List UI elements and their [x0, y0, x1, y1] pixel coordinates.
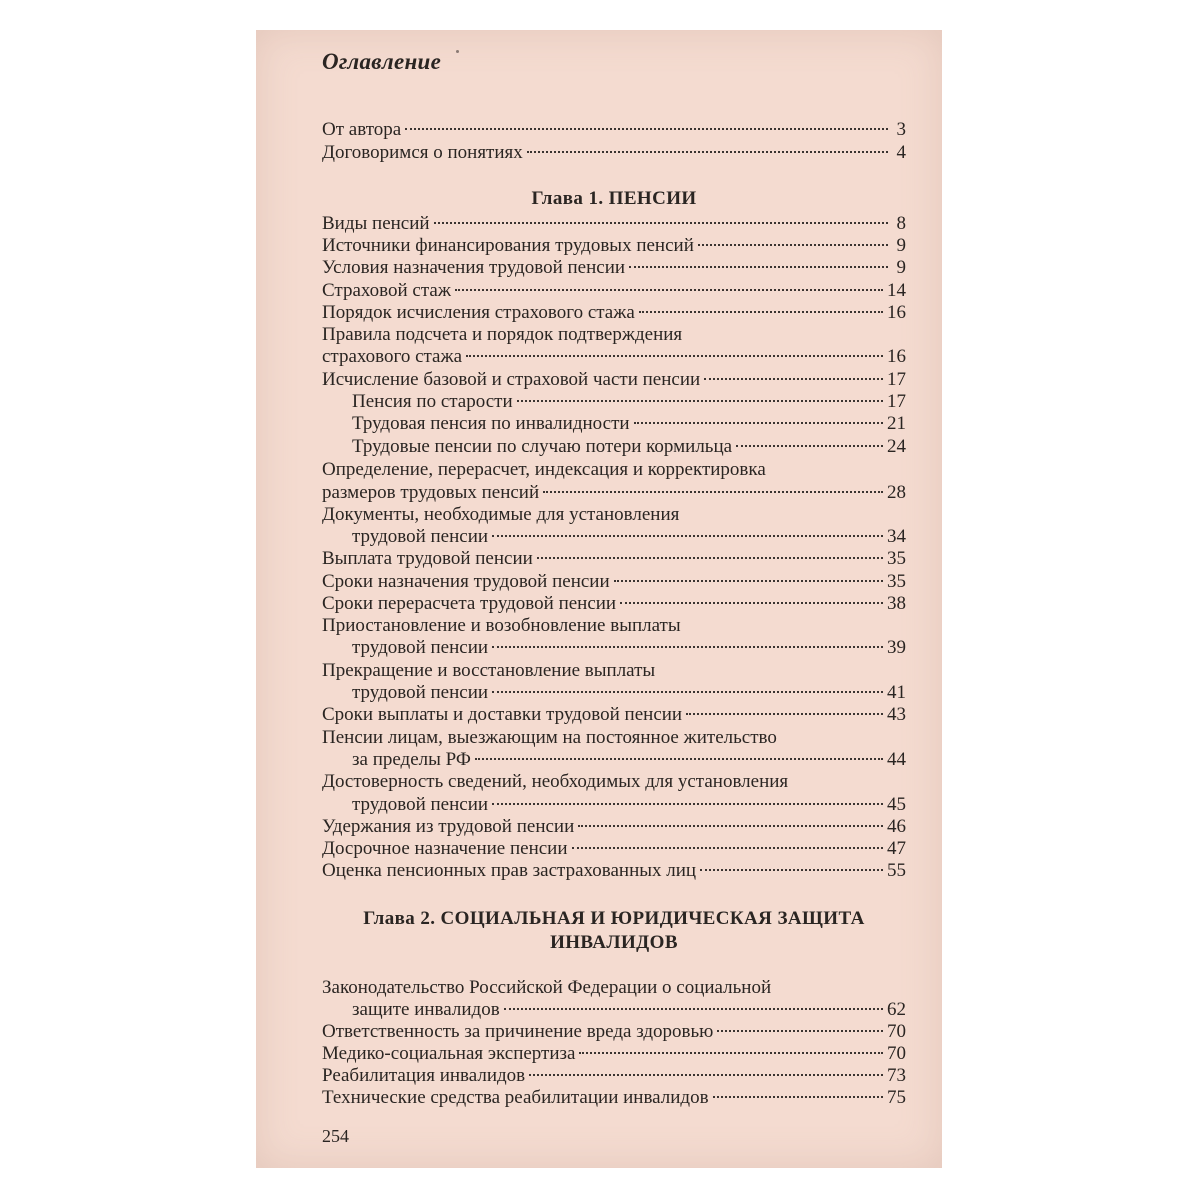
dot-leader [578, 825, 883, 827]
entry-title: Страховой стаж [322, 280, 451, 301]
toc-entry [352, 998, 906, 1022]
toc-entry [322, 859, 906, 883]
toc-entry [322, 279, 906, 303]
dot-leader [579, 1052, 883, 1054]
entry-title: Порядок исчисления страхового стажа [322, 302, 635, 323]
dot-leader [466, 355, 883, 357]
entry-page: 70 [887, 1021, 906, 1042]
toc-entry [352, 636, 906, 660]
entry-title-line: Документы, необходимые для установления [322, 504, 680, 525]
dot-leader [434, 222, 888, 224]
toc-entry [322, 234, 906, 258]
toc-entry [322, 547, 906, 571]
dot-leader [492, 803, 883, 805]
entry-title: Условия назначения трудовой пенсии [322, 257, 626, 278]
entry-title: Сроки выплаты и доставки трудовой пенсии [322, 704, 683, 725]
dot-leader [639, 311, 883, 313]
dot-leader [713, 1096, 883, 1098]
entry-page: 34 [887, 526, 906, 547]
dot-leader [629, 266, 888, 268]
dot-leader [698, 244, 888, 246]
dot-leader [686, 713, 883, 715]
dot-leader [700, 869, 883, 871]
entry-title: страхового стажа [322, 346, 463, 367]
entry-title: Виды пенсий [322, 213, 430, 234]
entry-page: 73 [887, 1065, 906, 1086]
entry-page: 45 [887, 794, 906, 815]
toc-entry [322, 141, 906, 165]
entry-page: 17 [887, 391, 906, 412]
entry-title-line: Достоверность сведений, необходимых для установления [322, 771, 789, 792]
entry-page: 62 [887, 999, 906, 1020]
entry-title-line: Приостановление и возобновление выплаты [322, 615, 681, 636]
toc-entry [322, 301, 906, 325]
toc-entry [322, 368, 906, 392]
dot-leader [543, 491, 883, 493]
page-number: 254 [322, 1126, 349, 1146]
entry-page: 75 [887, 1087, 906, 1108]
dot-leader [736, 445, 883, 447]
entry-page: 55 [887, 860, 906, 881]
toc-entry [352, 681, 906, 705]
entry-title: Оценка пенсионных прав застрахованных лиц [322, 860, 697, 881]
entry-page: 21 [887, 413, 906, 434]
entry-title: Источники финансирования трудовых пенсий [322, 235, 694, 256]
toc-heading: Оглавление [322, 49, 442, 74]
entry-title: Ответственность за причинение вреда здоровью [322, 1021, 714, 1042]
toc-entry [322, 345, 906, 369]
entry-page: 44 [887, 749, 906, 770]
toc-entry [322, 1086, 906, 1110]
dot-leader [620, 602, 883, 604]
entry-page: 4 [896, 142, 906, 163]
entry-title: Пенсия по старости [352, 391, 513, 412]
entry-page: 3 [896, 119, 906, 140]
entry-title-line: Прекращение и восстановление выплаты [322, 660, 656, 681]
entry-page: 9 [896, 257, 906, 278]
toc-entry [322, 1020, 906, 1044]
entry-title: Договоримся о понятиях [322, 142, 523, 163]
dot-leader [504, 1008, 883, 1010]
dot-leader [517, 400, 883, 402]
dot-leader [529, 1074, 883, 1076]
entry-page: 41 [887, 682, 906, 703]
entry-page: 14 [887, 280, 906, 301]
dot-leader [614, 580, 883, 582]
dot-leader [405, 128, 888, 130]
toc-entry [322, 570, 906, 594]
entry-page: 43 [887, 704, 906, 725]
toc-entry [322, 1064, 906, 1088]
toc-entry [322, 837, 906, 861]
entry-page: 16 [887, 302, 906, 323]
entry-title: Медико-социальная экспертиза [322, 1043, 576, 1064]
toc-subentry [352, 412, 906, 436]
entry-title: трудовой пенсии [352, 682, 489, 703]
dot-leader [455, 289, 883, 291]
entry-page: 47 [887, 838, 906, 859]
chapter-title: Глава 2. СОЦИАЛЬНАЯ И ЮРИДИЧЕСКАЯ ЗАЩИТА [363, 908, 865, 929]
toc-entry [352, 748, 906, 772]
dot-leader [527, 151, 888, 153]
entry-title-line: Определение, перерасчет, индексация и корректировка [322, 459, 766, 480]
dot-leader [492, 646, 883, 648]
dot-leader [475, 758, 883, 760]
entry-title: размеров трудовых пенсий [322, 482, 540, 503]
entry-title: Трудовые пенсии по случаю потери кормильца [352, 436, 733, 457]
toc-entry [322, 118, 906, 142]
entry-page: 46 [887, 816, 906, 837]
toc-entry [322, 256, 906, 280]
entry-title: Трудовая пенсия по инвалидности [352, 413, 630, 434]
entry-title: трудовой пенсии [352, 637, 489, 658]
toc-entry [352, 793, 906, 817]
dot-leader [717, 1030, 883, 1032]
toc-entry [322, 592, 906, 616]
dot-leader [572, 847, 883, 849]
entry-title-line: Законодательство Российской Федерации о социальной [322, 977, 772, 998]
chapter-title: Глава 1. ПЕНСИИ [531, 188, 697, 209]
entry-title: Реабилитация инвалидов [322, 1065, 526, 1086]
entry-title: Сроки перерасчета трудовой пенсии [322, 593, 617, 614]
entry-title-line: Правила подсчета и порядок подтверждения [322, 324, 683, 345]
entry-title: Выплата трудовой пенсии [322, 548, 533, 569]
entry-title: трудовой пенсии [352, 526, 489, 547]
entry-page: 17 [887, 369, 906, 390]
toc-entry [352, 525, 906, 549]
entry-title: за пределы РФ [352, 749, 471, 770]
dot-leader [537, 557, 883, 559]
dot-leader [492, 691, 883, 693]
toc-entry [322, 1042, 906, 1066]
toc-subentry [352, 435, 906, 459]
dot-leader [634, 422, 883, 424]
entry-title: трудовой пенсии [352, 794, 489, 815]
entry-page: 35 [887, 548, 906, 569]
book-page [256, 30, 942, 1168]
entry-title-line: Пенсии лицам, выезжающим на постоянное жительство [322, 727, 777, 748]
entry-page: 8 [896, 213, 906, 234]
entry-page: 24 [887, 436, 906, 457]
entry-page: 9 [896, 235, 906, 256]
entry-title: защите инвалидов [352, 999, 500, 1020]
entry-page: 70 [887, 1043, 906, 1064]
toc-subentry [352, 390, 906, 414]
entry-page: 35 [887, 571, 906, 592]
toc-entry [322, 481, 906, 505]
entry-title: Исчисление базовой и страховой части пенсии [322, 369, 701, 390]
entry-title: Досрочное назначение пенсии [322, 838, 568, 859]
ink-speck [456, 50, 459, 53]
entry-title: От автора [322, 119, 402, 140]
entry-title: Удержания из трудовой пенсии [322, 816, 575, 837]
dot-leader [492, 535, 883, 537]
dot-leader [704, 378, 883, 380]
chapter-title-continued: ИНВАЛИДОВ [550, 932, 678, 953]
toc-entry [322, 703, 906, 727]
entry-title: Сроки назначения трудовой пенсии [322, 571, 610, 592]
entry-page: 38 [887, 593, 906, 614]
entry-page: 39 [887, 637, 906, 658]
entry-page: 16 [887, 346, 906, 367]
entry-title: Технические средства реабилитации инвалидов [322, 1087, 709, 1108]
toc-entry [322, 212, 906, 236]
entry-page: 28 [887, 482, 906, 503]
toc-entry [322, 815, 906, 839]
